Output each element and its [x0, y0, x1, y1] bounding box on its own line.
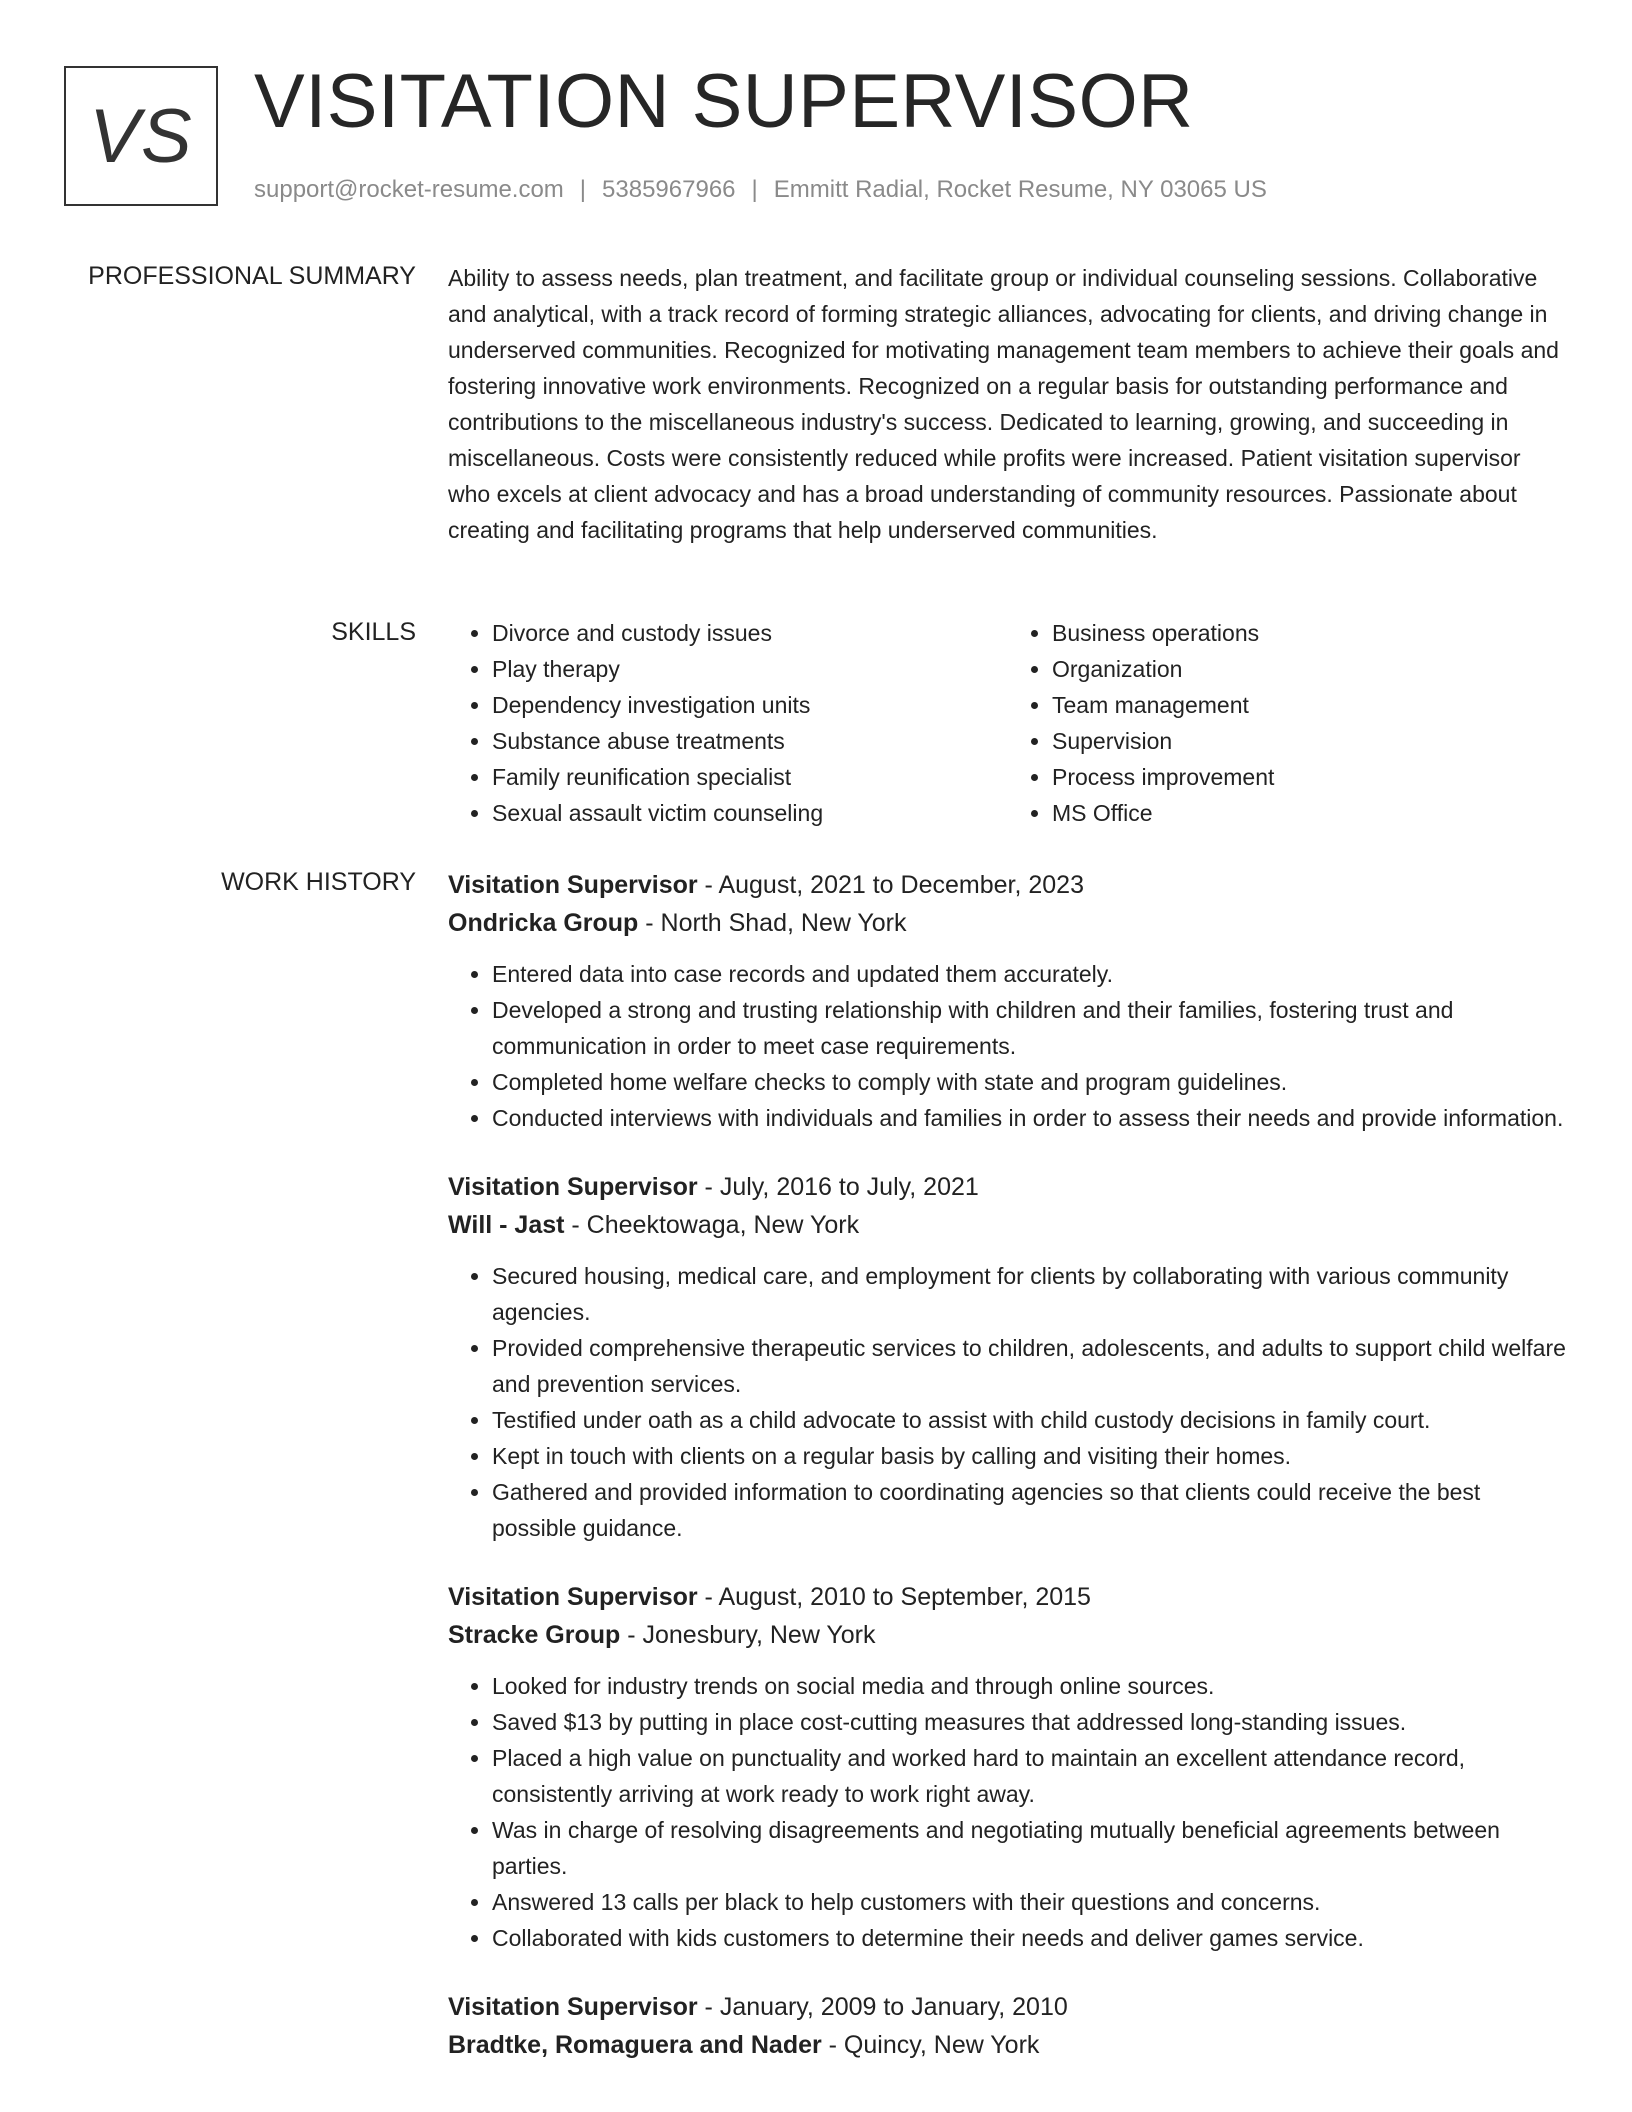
job-entry — [448, 1168, 1568, 1546]
job-entry — [448, 866, 1568, 1136]
skills-list-left — [448, 615, 1008, 831]
skill-item: • Process improvement — [1052, 759, 1568, 795]
job-location: - Cheektowaga, New York — [564, 1211, 860, 1239]
job-bullet: • Kept in touch with clients on a regular basis by calling and visiting their homes. — [492, 1438, 1568, 1474]
job-bullet: • Developed a strong and trusting relationship with children and their families, fostering trust and communication in order to meet case requirements. — [492, 992, 1568, 1064]
job-location: - Jonesbury, New York — [620, 1621, 876, 1649]
job-company-line — [448, 1616, 1568, 1654]
contact-line — [254, 176, 1267, 204]
job-company: Ondricka Group — [448, 909, 639, 937]
job-bullet: • Completed home welfare checks to comply with state and program guidelines. — [492, 1064, 1568, 1100]
job-bullet: • Gathered and provided information to coordinating agencies so that clients could receive the best possible guidance. — [492, 1474, 1568, 1546]
job-bullet: • Saved $13 by putting in place cost-cutting measures that addressed long-standing issues. — [492, 1704, 1568, 1740]
job-title: Visitation Supervisor — [448, 1583, 698, 1611]
job-title: Visitation Supervisor — [448, 1173, 698, 1201]
job-entry — [448, 1988, 1568, 2064]
skill-item: • Organization — [1052, 651, 1568, 687]
contact-separator: | — [751, 176, 758, 203]
skill-item: • Family reunification specialist — [492, 759, 1008, 795]
skill-item: • Supervision — [1052, 723, 1568, 759]
job-company-line — [448, 904, 1568, 942]
summary-section — [448, 260, 1568, 548]
contact-email: support@rocket-resume.com — [254, 176, 564, 203]
job-bullet: • Looked for industry trends on social media and through online sources. — [492, 1668, 1568, 1704]
monogram-box — [64, 66, 218, 206]
job-bullets — [448, 1258, 1568, 1546]
skill-item: • Sexual assault victim counseling — [492, 795, 1008, 831]
monogram-initials: VS — [89, 93, 193, 179]
job-bullet: • Conducted interviews with individuals and families in order to assess their needs and provide information. — [492, 1100, 1568, 1136]
skill-item: • Substance abuse treatments — [492, 723, 1008, 759]
job-company-line — [448, 2026, 1568, 2064]
job-location: - North Shad, New York — [638, 909, 907, 937]
job-title-line — [448, 1988, 1568, 2026]
skill-item: • MS Office — [1052, 795, 1568, 831]
skill-item: • Team management — [1052, 687, 1568, 723]
job-dates: - August, 2010 to September, 2015 — [697, 1583, 1091, 1611]
skills-section — [448, 615, 1568, 831]
job-company: Bradtke, Romaguera and Nader — [448, 2031, 822, 2059]
job-title-line — [448, 1578, 1568, 1616]
summary-label: PROFESSIONAL SUMMARY — [88, 262, 416, 290]
skill-item: • Divorce and custody issues — [492, 615, 1008, 651]
job-bullet: • Placed a high value on punctuality and worked hard to maintain an excellent attendance record, consistently arriving at work ready to work right away. — [492, 1740, 1568, 1812]
contact-address: Emmitt Radial, Rocket Resume, NY 03065 US — [773, 176, 1267, 203]
work-history-section — [448, 866, 1568, 2096]
job-dates: - August, 2021 to December, 2023 — [697, 871, 1084, 899]
job-bullet: • Testified under oath as a child advocate to assist with child custody decisions in family court. — [492, 1402, 1568, 1438]
job-entry — [448, 1578, 1568, 1956]
contact-separator: | — [579, 176, 587, 203]
contact-phone: 5385967966 — [602, 176, 736, 203]
job-bullet: • Collaborated with kids customers to determine their needs and deliver games service. — [492, 1920, 1568, 1956]
skills-label: SKILLS — [331, 618, 416, 646]
skill-item: • Dependency investigation units — [492, 687, 1008, 723]
job-bullets — [448, 1668, 1568, 1956]
summary-text: Ability to assess needs, plan treatment, and facilitate group or individual counseling sessions. Collaborative and analytical, with a track record of forming strategic alliances, advocating for clients, and driving change in underserved communities. Recognized for motivating management team members to achieve their goals and fostering innovative work environments. Recognized on a regular basis for outstanding performance and contributions to the miscellaneous industry's success. Dedicated to learning, growing, and succeeding in miscellaneous. Costs were consistently reduced while profits were increased. Patient visitation supervisor who excels at client advocacy and has a broad understanding of community resources. Passionate about creating and facilitating programs that help underserved communities. — [448, 265, 1559, 543]
job-dates: - January, 2009 to January, 2010 — [697, 1993, 1068, 2021]
job-title: Visitation Supervisor — [448, 871, 698, 899]
job-bullet: • Was in charge of resolving disagreements and negotiating mutually beneficial agreements between parties. — [492, 1812, 1568, 1884]
job-bullet: • Secured housing, medical care, and employment for clients by collaborating with various community agencies. — [492, 1258, 1568, 1330]
resume-name: VISITATION SUPERVISOR — [254, 59, 1194, 144]
work-history-label: WORK HISTORY — [221, 868, 416, 896]
job-company: Will - Jast — [448, 1211, 565, 1239]
job-bullet: • Provided comprehensive therapeutic services to children, adolescents, and adults to support child welfare and prevention services. — [492, 1330, 1568, 1402]
job-bullet: • Answered 13 calls per black to help customers with their questions and concerns. — [492, 1884, 1568, 1920]
job-title-line — [448, 866, 1568, 904]
job-title: Visitation Supervisor — [448, 1993, 698, 2021]
skill-item: • Play therapy — [492, 651, 1008, 687]
job-dates: - July, 2016 to July, 2021 — [697, 1173, 979, 1201]
job-company-line — [448, 1206, 1568, 1244]
job-bullets — [448, 956, 1568, 1136]
skills-list-right — [1008, 615, 1568, 831]
job-company: Stracke Group — [448, 1621, 621, 1649]
job-location: - Quincy, New York — [821, 2031, 1040, 2059]
job-bullet: • Entered data into case records and updated them accurately. — [492, 956, 1568, 992]
job-title-line — [448, 1168, 1568, 1206]
skill-item: • Business operations — [1052, 615, 1568, 651]
